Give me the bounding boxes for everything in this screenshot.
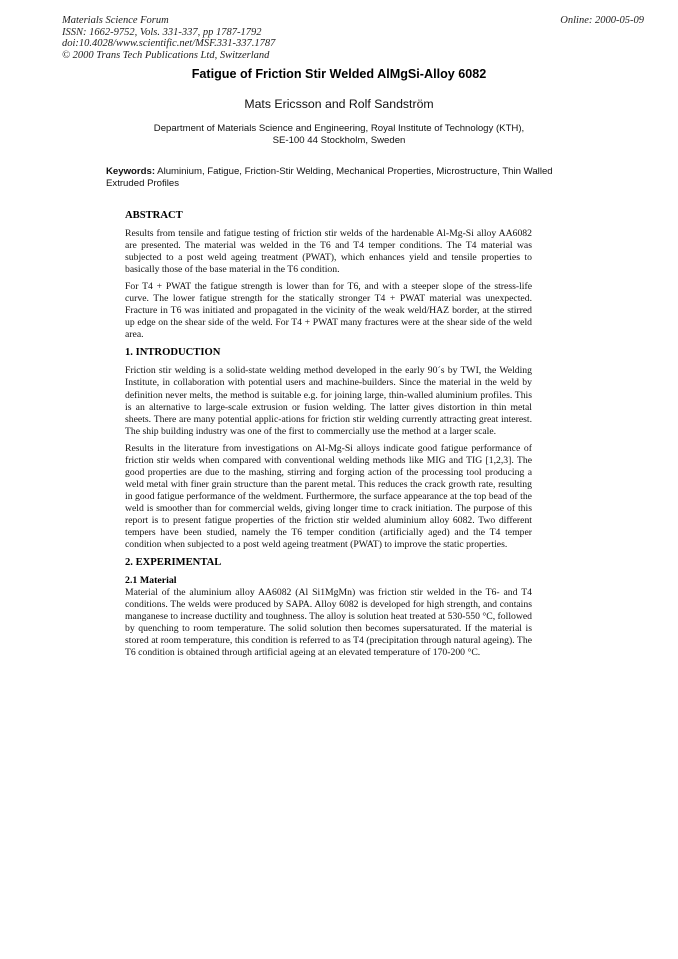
copyright-line: © 2000 Trans Tech Publications Ltd, Switzerland [62, 49, 270, 61]
introduction-paragraph-2: Results in the literature from investigations on Al-Mg-Si alloys indicate good fatigue performance of friction stir welds when compared with conventional welding methods like MIG and TIG [1,2,3]. The good properties are due to the mashing, stirring and forging action of the processing tool producing a weld metal with finer grain structure than the parent metal. This reduces the crack growth rate, resulting in good fatigue performance of the weldment. Furthermore, the surface appearance at the top bead of the weld is smoother than for commercial welds, giving longer time to crack initiation. The purpose of this report is to present fatigue properties of the friction stir welded aluminium alloy 6082. Two different tempers have been studied, namely the T6 temper condition (artificially aged) and the T4 temper condition when subjected to a post weld ageing treatment (PWAT) to improve the static properties. [125, 442, 532, 551]
affiliation-line-1: Department of Materials Science and Engineering, Royal Institute of Technology (KTH), [153, 123, 525, 134]
affiliation [110, 123, 568, 147]
keywords-label: Keywords: [106, 166, 156, 177]
abstract-paragraph-1: Results from tensile and fatigue testing of friction stir welds of the hardenable Al-Mg-Si alloy AA6082 are presented. The material was welded in the T6 and T4 temper conditions. The T4 material was subjected to a post weld ageing treatment (PWAT), which enhances yield and tensile properties to basically those of the base material in the T6 condition. [125, 228, 532, 276]
material-subheading: 2.1 Material [125, 575, 177, 587]
issn-line: ISSN: 1662-9752, Vols. 331-337, pp 1787-1792 [62, 26, 262, 38]
introduction-paragraph-1: Friction stir welding is a solid-state welding method developed in the early 90´s by TWI, the Welding Institute, in collaboration with potential users and machine-builders. Since the material in the weld by definition never melts, the method is suitable e.g. for joining large, thin-walled aluminium profiles. This is an alternative to large-scale extrusion or fusion welding. The latter gives distortion in thin metal sheets. There are many potential applic-ations for friction stir welding currently attracting great interest. The ship building industry was one of the first to commercially use the method at a larger scale. [125, 365, 532, 437]
doi-line: doi:10.4028/www.scientific.net/MSF.331-337.1787 [62, 38, 276, 49]
keywords-text: Aluminium, Fatigue, Friction-Stir Welding, Mechanical Properties, Microstructure, Thin Walled Extruded Profiles [106, 166, 553, 189]
abstract-paragraph-2: For T4 + PWAT the fatigue strength is lower than for T6, and with a steeper slope of the stress-life curve. The lower fatigue strength for the statically stronger T4 + PWAT material was unexpected. Fracture in T6 was initiated and propagated in the vicinity of the weak weld/HAZ border, at the stirred up edge on the shear side of the weld. For T4 + PWAT many fractures were at the shear side of the weld area. [125, 281, 532, 341]
experimental-heading: 2. EXPERIMENTAL [125, 557, 222, 569]
keywords [106, 166, 576, 190]
introduction-heading: 1. INTRODUCTION [125, 347, 221, 359]
online-date: Online: 2000-05-09 [560, 15, 644, 26]
journal-meta [62, 15, 275, 61]
material-paragraph: Material of the aluminium alloy AA6082 (Al Si1MgMn) was friction stir welded in the T6- and T4 conditions. The welds were produced by SAPA. Alloy 6082 is developed for high strength, and contains manganese to increase ductility and toughness. The alloy is solution heat treated at 530-550 °C, followed by quenching to room temperature. The solid solution then becomes supersaturated. If the material is stored at room temperature, this condition is referred to as T4 (precipitation through natural ageing). The T6 condition is obtained through artificial ageing at an elevated temperature of 170-200 °C. [125, 587, 532, 659]
paper-authors: Mats Ericsson and Rolf Sandström [244, 97, 434, 111]
journal-name: Materials Science Forum [62, 15, 169, 26]
paper-body [125, 209, 532, 664]
abstract-heading: ABSTRACT [125, 210, 183, 221]
affiliation-line-2: SE-100 44 Stockholm, Sweden [272, 135, 406, 146]
paper-title: Fatigue of Friction Stir Welded AlMgSi-Alloy 6082 [191, 67, 487, 81]
